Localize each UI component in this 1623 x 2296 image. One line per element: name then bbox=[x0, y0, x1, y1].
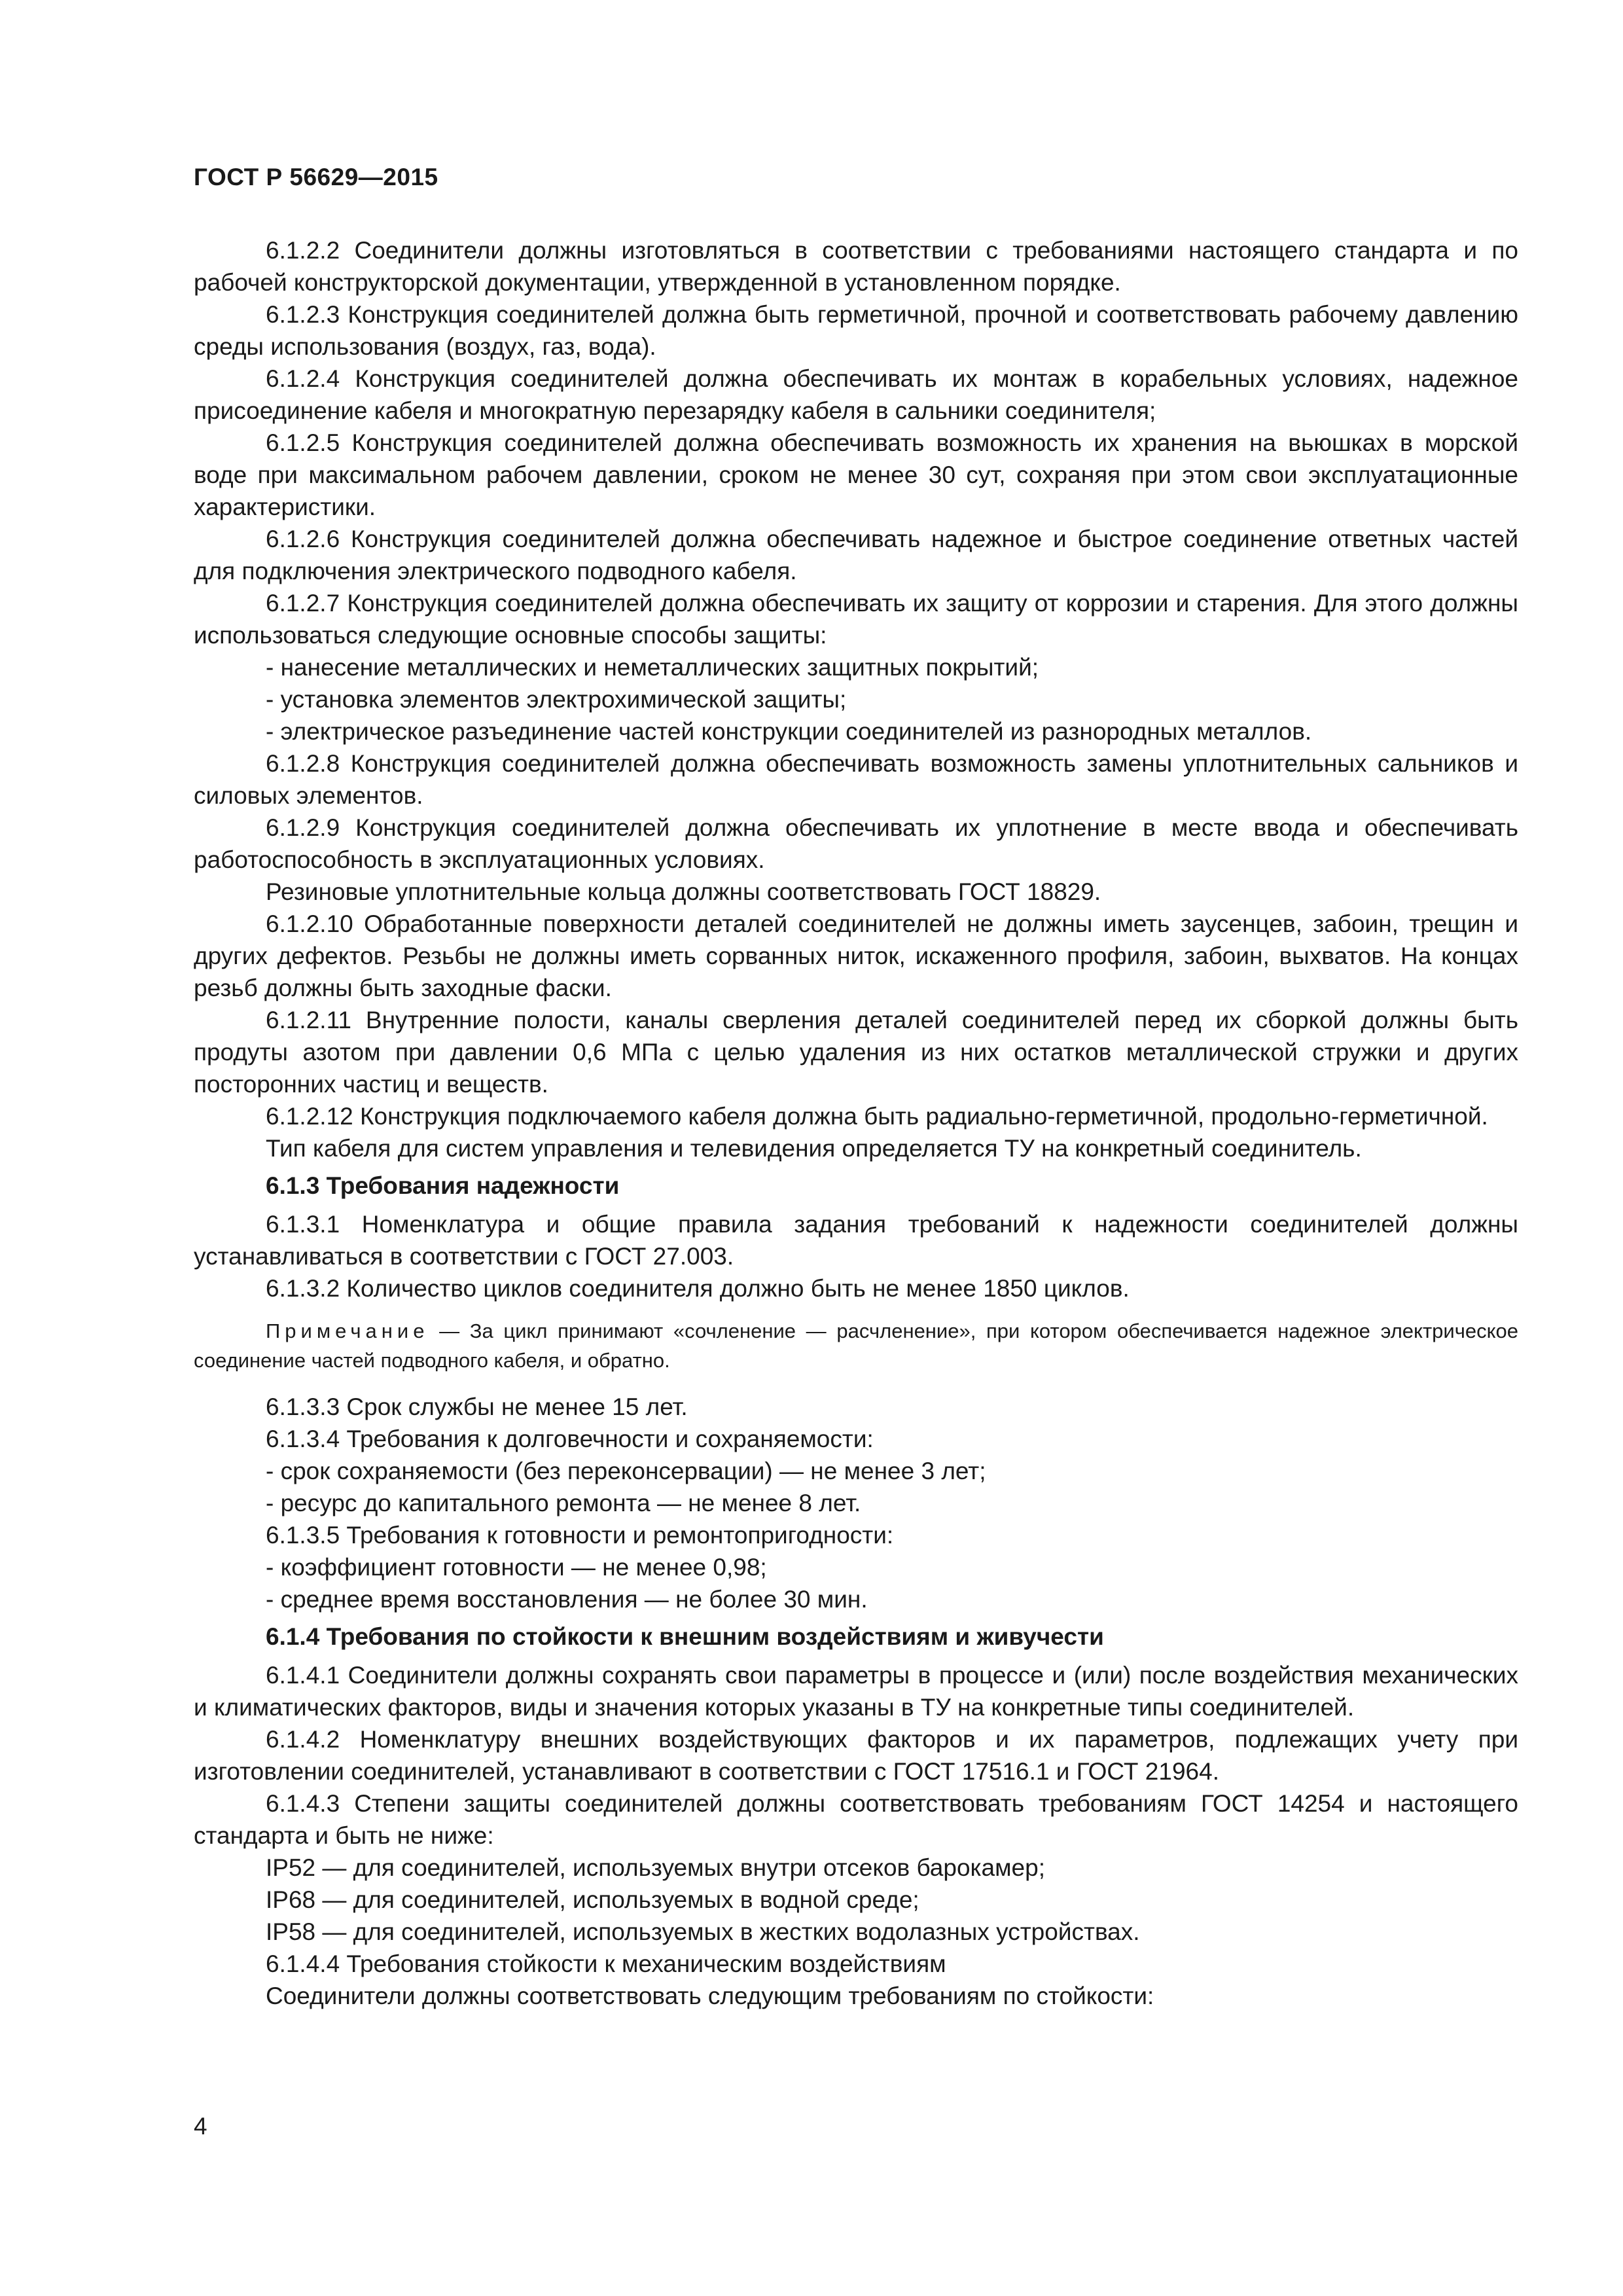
paragraph: 6.1.4.1 Соединители должны сохранять свои параметры в процессе и (или) после воздействия механических и климатических факторов, виды и значения которых указаны в ТУ на конкретные типы соединителей. bbox=[194, 1662, 1518, 1721]
list-item: - срок сохраняемости (без переконсервации) — не менее 3 лет; bbox=[266, 1458, 986, 1484]
paragraph: 6.1.4.2 Номенклатуру внешних воздействующих факторов и их параметров, подлежащих учету при изготовлении соединителей, устанавливают в соответствии с ГОСТ 17516.1 и ГОСТ 21964. bbox=[194, 1726, 1518, 1785]
list-item: - коэффициент готовности — не менее 0,98; bbox=[266, 1554, 767, 1581]
section-heading: 6.1.3 Требования надежности bbox=[266, 1172, 620, 1199]
paragraph: 6.1.3.4 Требования к долговечности и сохраняемости: bbox=[266, 1426, 874, 1452]
paragraph: 6.1.2.9 Конструкция соединителей должна обеспечивать их уплотнение в месте ввода и обеспечивать работоспособность в эксплуатационных условиях. bbox=[194, 814, 1518, 873]
list-item: - установка элементов электрохимической защиты; bbox=[266, 686, 847, 713]
paragraph: 6.1.2.10 Обработанные поверхности деталей соединителей не должны иметь заусенцев, забоин, трещин и других дефектов. Резьбы не должны иметь сорванных ниток, искаженного профиля, забоин, выхватов. На концах резьб должны быть заходные фаски. bbox=[194, 910, 1518, 1001]
paragraph: 6.1.2.4 Конструкция соединителей должна обеспечивать их монтаж в корабельных условиях, надежное присоединение кабеля и многократную перезарядку кабеля в сальники соединителя; bbox=[194, 365, 1518, 424]
paragraph: 6.1.2.8 Конструкция соединителей должна обеспечивать возможность замены уплотнительных сальников и силовых элементов. bbox=[194, 750, 1518, 809]
paragraph: IP58 — для соединителей, используемых в жестких водолазных устройствах. bbox=[266, 1918, 1140, 1945]
list-item: - ресурс до капитального ремонта — не менее 8 лет. bbox=[266, 1490, 861, 1516]
paragraph: IP52 — для соединителей, используемых внутри отсеков барокамер; bbox=[266, 1854, 1045, 1881]
paragraph: IP68 — для соединителей, используемых в водной среде; bbox=[266, 1886, 919, 1913]
list-item: - электрическое разъединение частей конструкции соединителей из разнородных металлов. bbox=[266, 718, 1312, 745]
section-heading: 6.1.4 Требования по стойкости к внешним воздействиям и живучести bbox=[266, 1623, 1104, 1650]
page-number: 4 bbox=[194, 2113, 207, 2140]
paragraph: 6.1.3.5 Требования к готовности и ремонтопригодности: bbox=[266, 1522, 894, 1549]
paragraph: Резиновые уплотнительные кольца должны соответствовать ГОСТ 18829. bbox=[266, 878, 1101, 905]
document-body bbox=[194, 234, 1518, 2012]
paragraph: 6.1.3.3 Срок службы не менее 15 лет. bbox=[266, 1393, 688, 1420]
paragraph: Соединители должны соответствовать следующим требованиям по стойкости: bbox=[266, 1982, 1154, 2009]
paragraph: 6.1.2.7 Конструкция соединителей должна обеспечивать их защиту от коррозии и старения. Для этого должны использоваться следующие основные способы защиты: bbox=[194, 590, 1518, 649]
paragraph: 6.1.2.3 Конструкция соединителей должна быть герметичной, прочной и соответствовать рабочему давлению среды использования (воздух, газ, вода). bbox=[194, 301, 1518, 360]
paragraph: 6.1.2.6 Конструкция соединителей должна обеспечивать надежное и быстрое соединение ответных частей для подключения электрического подводного кабеля. bbox=[194, 526, 1518, 584]
document-header: ГОСТ Р 56629—2015 bbox=[194, 164, 438, 190]
note-label: Примечание bbox=[266, 1319, 429, 1342]
list-item: - среднее время восстановления — не более 30 мин. bbox=[266, 1586, 868, 1613]
paragraph: 6.1.3.2 Количество циклов соединителя должно быть не менее 1850 циклов. bbox=[266, 1275, 1130, 1302]
paragraph: 6.1.4.3 Степени защиты соединителей должны соответствовать требованиям ГОСТ 14254 и настоящего стандарта и быть не ниже: bbox=[194, 1790, 1518, 1849]
paragraph: 6.1.2.12 Конструкция подключаемого кабеля должна быть радиально-герметичной, продольно-герметичной. bbox=[266, 1103, 1488, 1130]
paragraph: 6.1.2.11 Внутренние полости, каналы сверления деталей соединителей перед их сборкой должны быть продуты азотом при давлении 0,6 МПа с целью удаления из них остатков металлической стружки и других посторонних частиц и веществ. bbox=[194, 1007, 1518, 1098]
paragraph: 6.1.3.1 Номенклатура и общие правила задания требований к надежности соединителей должны устанавливаться в соответствии с ГОСТ 27.003. bbox=[194, 1211, 1518, 1270]
paragraph: 6.1.4.4 Требования стойкости к механическим воздействиям bbox=[266, 1950, 946, 1977]
paragraph: 6.1.2.5 Конструкция соединителей должна обеспечивать возможность их хранения на вьюшках в морской воде при максимальном рабочем давлении, сроком не менее 30 сут, сохраняя при этом свои эксплуатационные характеристики. bbox=[194, 429, 1518, 520]
note-paragraph bbox=[194, 1316, 1518, 1375]
paragraph: Тип кабеля для систем управления и телевидения определяется ТУ на конкретный соединитель. bbox=[266, 1135, 1362, 1162]
list-item: - нанесение металлических и неметаллических защитных покрытий; bbox=[266, 654, 1039, 681]
note-text: — За цикл принимают «сочленение — расчленение», при котором обеспечивается надежное электрическое соединение частей подводного кабеля, и обратно. bbox=[194, 1319, 1518, 1372]
paragraph: 6.1.2.2 Соединители должны изготовляться в соответствии с требованиями настоящего стандарта и по рабочей конструкторской документации, утвержденной в установленном порядке. bbox=[194, 237, 1518, 296]
